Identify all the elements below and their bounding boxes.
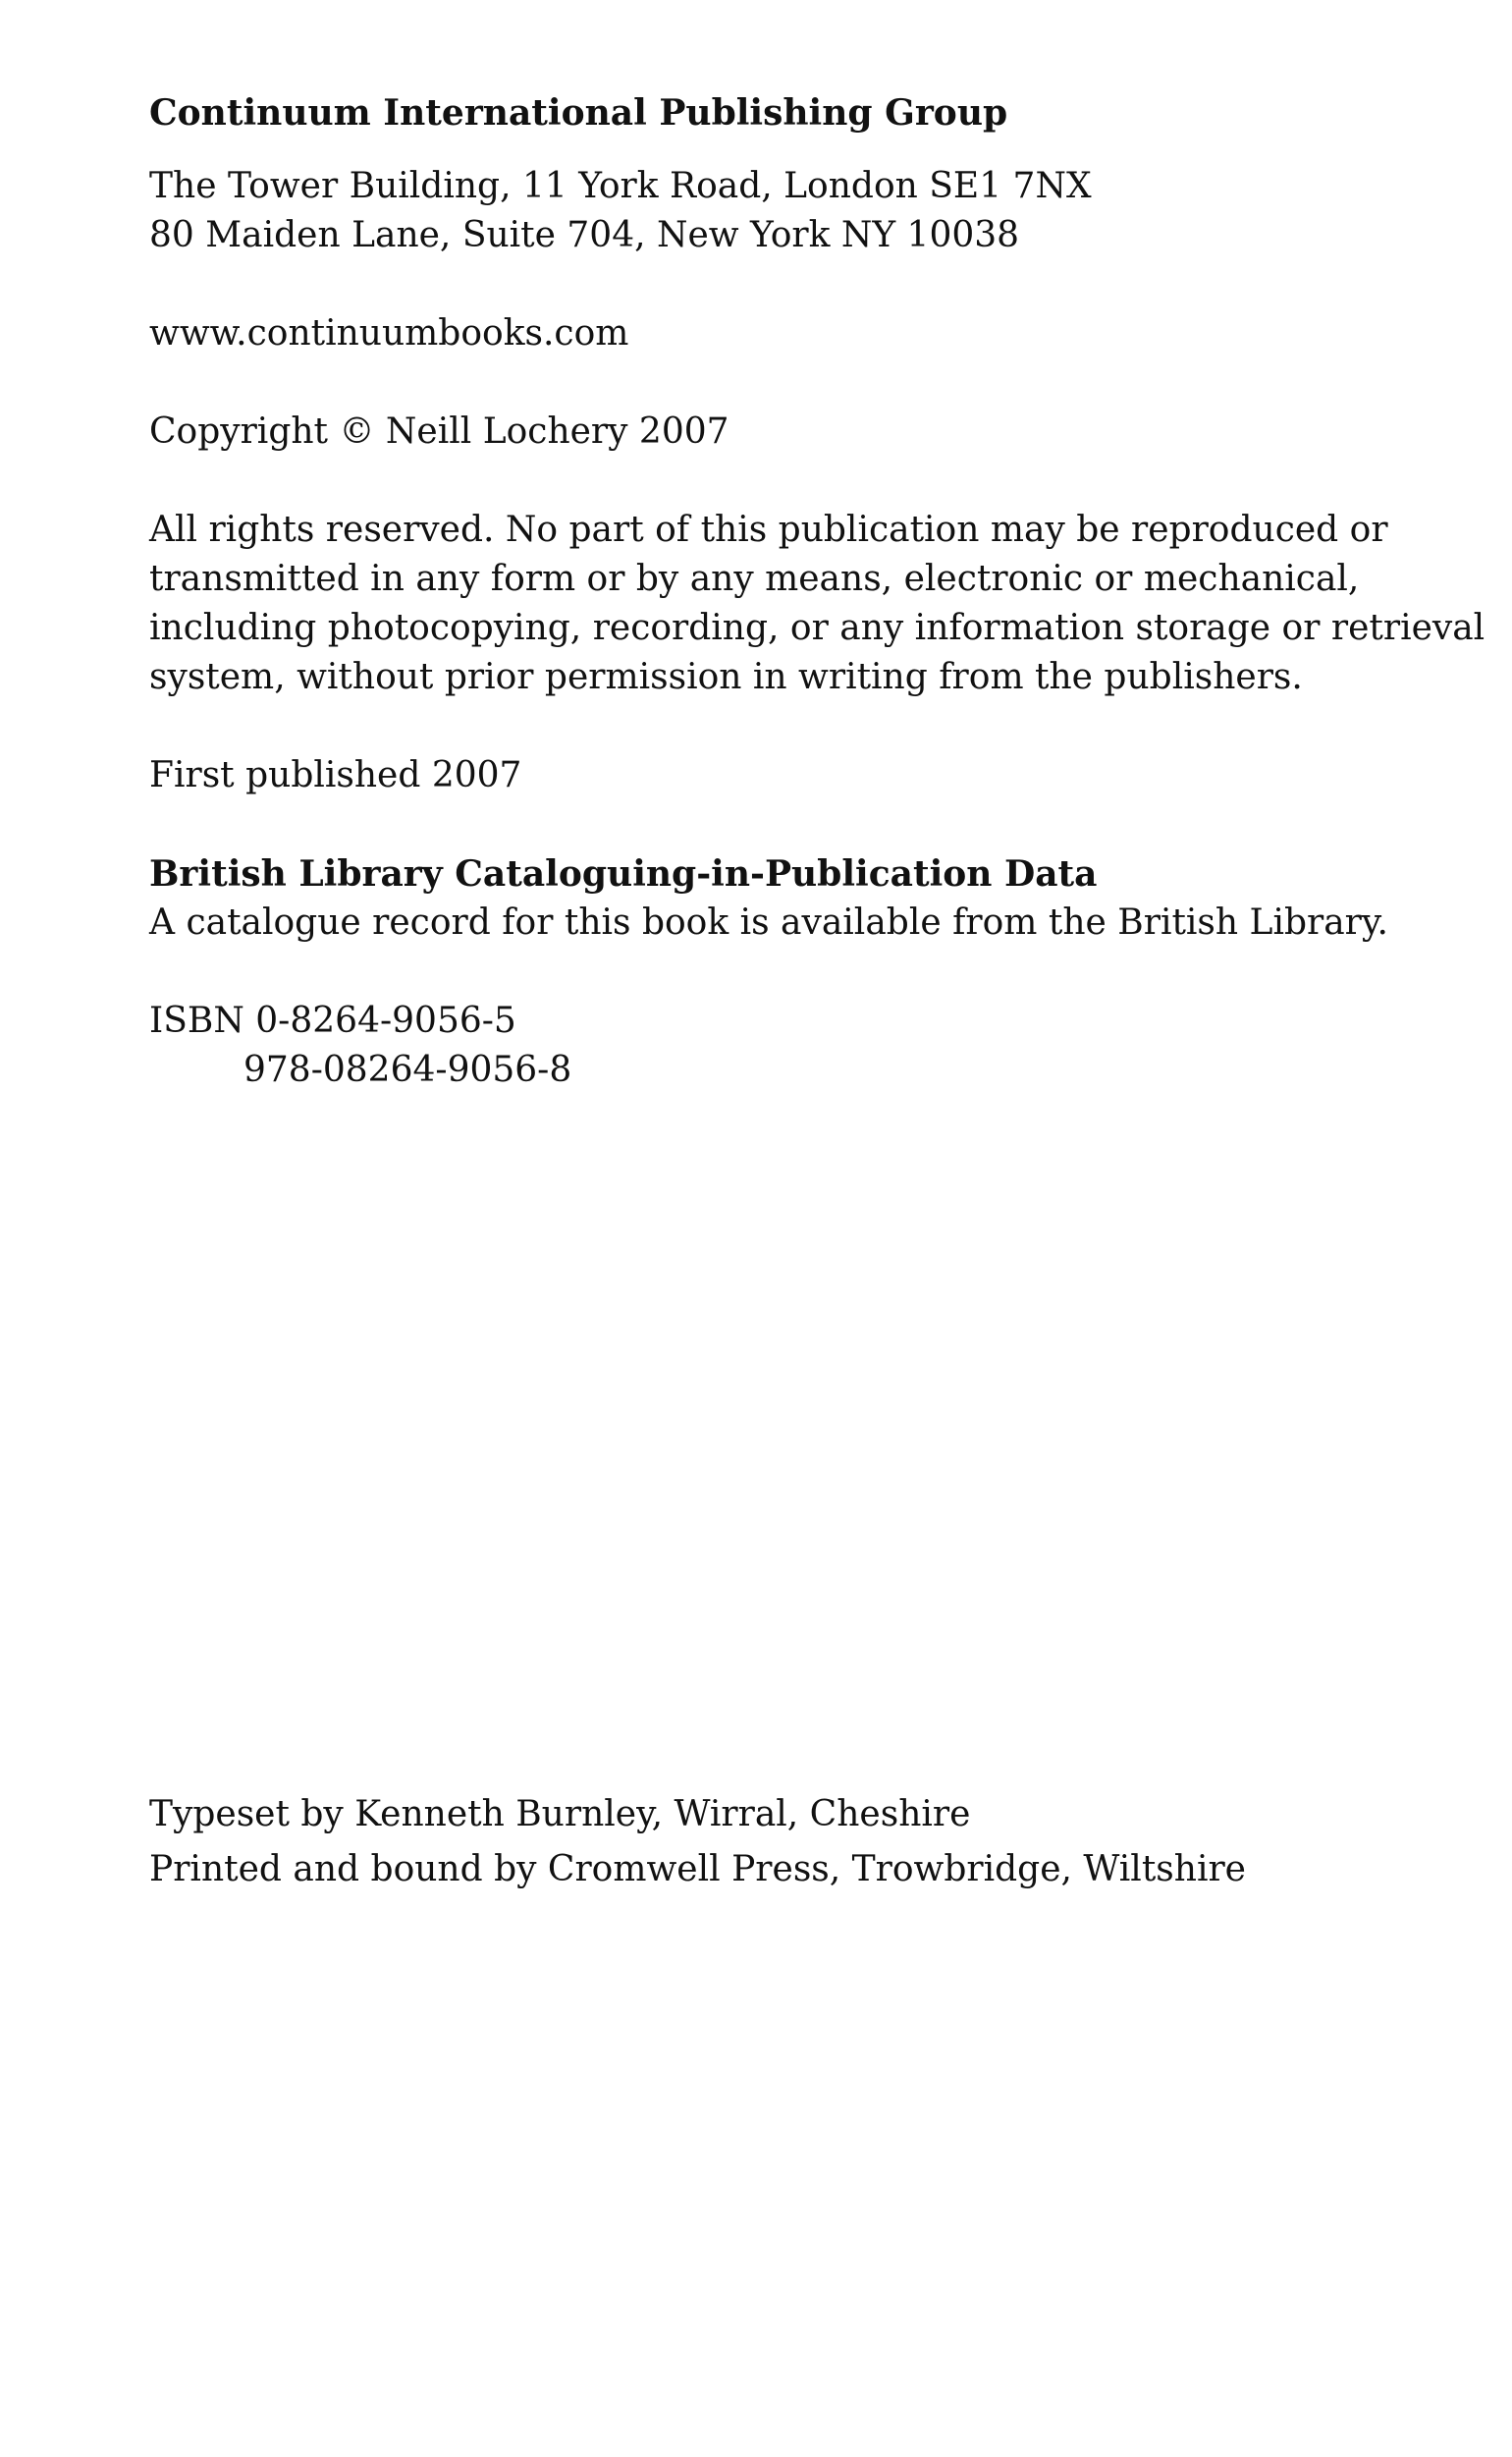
rights-line: transmitted in any form or by any means, electronic or mechanical, bbox=[149, 559, 1360, 599]
first-published: First published 2007 bbox=[149, 755, 522, 795]
production-credits bbox=[149, 1787, 1246, 1897]
cip-text: A catalogue record for this book is available from the British Library. bbox=[149, 902, 1388, 943]
rights-statement bbox=[149, 506, 1485, 702]
publisher-name: Continuum International Publishing Group bbox=[149, 92, 1008, 134]
publisher-address bbox=[149, 162, 1092, 260]
printer-credit: Printed and bound by Cromwell Press, Trowbridge, Wiltshire bbox=[149, 1849, 1246, 1889]
cip-heading: British Library Cataloguing-in-Publication Data bbox=[149, 853, 1098, 895]
copyright-notice: Copyright © Neill Lochery 2007 bbox=[149, 411, 729, 452]
isbn-block bbox=[149, 997, 571, 1095]
cip-block bbox=[149, 849, 1388, 948]
address-line-london: The Tower Building, 11 York Road, London SE1 7NX bbox=[149, 166, 1092, 206]
isbn-line-2: 978-08264-9056-8 bbox=[243, 1050, 572, 1090]
rights-line: including photocopying, recording, or any information storage or retrieval bbox=[149, 608, 1485, 648]
typeset-credit: Typeset by Kenneth Burnley, Wirral, Cheshire bbox=[149, 1794, 971, 1834]
publisher-website: www.continuumbooks.com bbox=[149, 313, 629, 354]
rights-line: system, without prior permission in writing from the publishers. bbox=[149, 657, 1303, 697]
isbn-line-1: ISBN 0-8264-9056-5 bbox=[149, 1001, 516, 1041]
address-line-newyork: 80 Maiden Lane, Suite 704, New York NY 10038 bbox=[149, 215, 1020, 255]
rights-line: All rights reserved. No part of this publication may be reproduced or bbox=[149, 510, 1388, 550]
